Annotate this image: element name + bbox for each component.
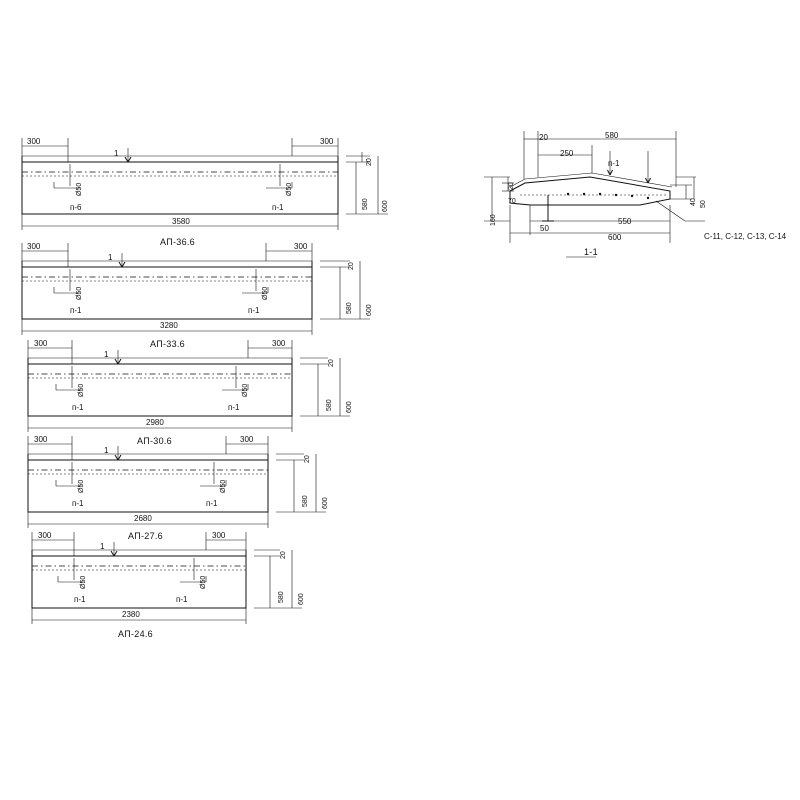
dim-length: 2680 <box>134 514 152 523</box>
leader-left: п-1 <box>74 595 86 604</box>
dim-length: 3580 <box>172 217 190 226</box>
leader-top: п-1 <box>608 159 620 168</box>
dim-left-offset: 300 <box>34 435 48 444</box>
dim-left-offset: 300 <box>27 242 41 251</box>
leader-right: п-1 <box>176 595 188 604</box>
dim-height-top: 20 <box>366 158 373 166</box>
dim-left-small: 20 <box>508 182 515 190</box>
element-name: АП-24.6 <box>118 629 153 639</box>
dim-length: 2980 <box>146 418 164 427</box>
dim-height-total: 600 <box>298 593 305 605</box>
dim-height-top: 20 <box>304 455 311 463</box>
dim-height-top: 20 <box>348 262 355 270</box>
dim-left-offset: 300 <box>34 339 48 348</box>
inner-mark-left: Ø50 <box>76 182 83 196</box>
section-mark: 1 <box>100 542 105 551</box>
inner-mark-right: Ø50 <box>286 182 293 196</box>
leader-right: п-1 <box>272 203 284 212</box>
dim-height-total: 600 <box>382 200 389 212</box>
dim-left-small2: 70 <box>508 198 516 205</box>
element-name: АП-33.6 <box>150 339 185 349</box>
leader-right: п-1 <box>206 499 218 508</box>
dim-right-small2: 50 <box>700 200 707 208</box>
dim-height-body: 580 <box>346 302 353 314</box>
leader-left: п-1 <box>72 499 84 508</box>
section-mark: 1 <box>104 446 109 455</box>
leader-left: п-6 <box>70 203 82 212</box>
inner-mark-left: Ø50 <box>78 383 85 397</box>
section-callout: С-11, С-12, С-13, С-14 <box>704 232 787 241</box>
section-title: 1-1 <box>584 247 598 257</box>
section-mark: 1 <box>114 149 119 158</box>
element-name: АП-36.6 <box>160 237 195 247</box>
leader-right: п-1 <box>248 306 260 315</box>
dim-right-small: 40 <box>690 198 697 206</box>
section-mark: 1 <box>104 350 109 359</box>
dim-right-offset: 300 <box>320 137 334 146</box>
dim-top-inner: 250 <box>560 149 574 158</box>
leader-right: п-1 <box>228 403 240 412</box>
dim-left-offset: 300 <box>27 137 41 146</box>
dim-top-small: 20 <box>539 133 548 142</box>
element-name: АП-30.6 <box>137 436 172 446</box>
dim-height-total: 600 <box>322 497 329 509</box>
dim-height-top: 20 <box>280 551 287 559</box>
inner-mark-left: Ø50 <box>78 479 85 493</box>
dim-height-body: 580 <box>278 591 285 603</box>
dim-right-offset: 300 <box>272 339 286 348</box>
inner-mark-left: Ø50 <box>80 575 87 589</box>
inner-mark-right: Ø50 <box>200 575 207 589</box>
dim-right-offset: 300 <box>294 242 308 251</box>
dim-height-body: 580 <box>326 399 333 411</box>
section-mark: 1 <box>108 253 113 262</box>
inner-mark-right: Ø50 <box>242 383 249 397</box>
dim-bottom-overall: 600 <box>608 233 622 242</box>
dim-left-offset: 300 <box>38 531 52 540</box>
leader-left: п-1 <box>72 403 84 412</box>
leader-left: п-1 <box>70 306 82 315</box>
dim-height-total: 600 <box>346 401 353 413</box>
dim-length: 2380 <box>122 610 140 619</box>
dim-length: 3280 <box>160 321 178 330</box>
dim-height-top: 20 <box>328 359 335 367</box>
dim-top-overall: 580 <box>605 131 619 140</box>
dim-right-offset: 300 <box>240 435 254 444</box>
dim-bottom-small: 50 <box>540 224 549 233</box>
dim-bottom-inner: 550 <box>618 217 632 226</box>
dim-height-body: 580 <box>302 495 309 507</box>
dim-left-height: 160 <box>490 214 497 226</box>
dim-right-offset: 300 <box>212 531 226 540</box>
inner-mark-left: Ø50 <box>76 286 83 300</box>
dim-height-total: 600 <box>366 304 373 316</box>
dim-height-body: 580 <box>362 198 369 210</box>
inner-mark-right: Ø50 <box>262 286 269 300</box>
inner-mark-right: Ø50 <box>220 479 227 493</box>
element-name: АП-27.6 <box>128 531 163 541</box>
